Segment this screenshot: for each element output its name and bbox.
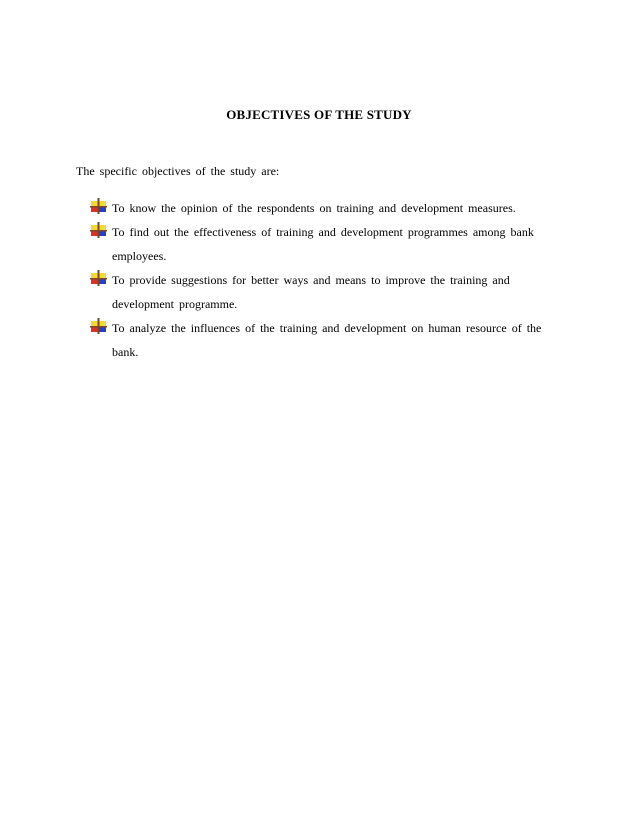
objective-text: To analyze the influences of the training and development on human resource of the bank. [112,321,542,359]
flag-bullet-icon [90,198,108,214]
list-item [90,196,550,220]
objective-text: To find out the effectiveness of training and development programmes among bank employees. [112,225,534,263]
objective-text: To know the opinion of the respondents on training and development measures. [112,201,516,215]
list-item [90,316,550,364]
list-item [90,220,550,268]
flag-bullet-icon [90,222,108,238]
flag-bullet-icon [90,318,108,334]
objective-text: To provide suggestions for better ways and means to improve the training and development programme. [112,273,510,311]
objectives-list [90,196,550,364]
flag-bullet-icon [90,270,108,286]
page-title: OBJECTIVES OF THE STUDY [226,107,412,122]
list-item [90,268,550,316]
intro-text: The specific objectives of the study are: [76,164,280,178]
